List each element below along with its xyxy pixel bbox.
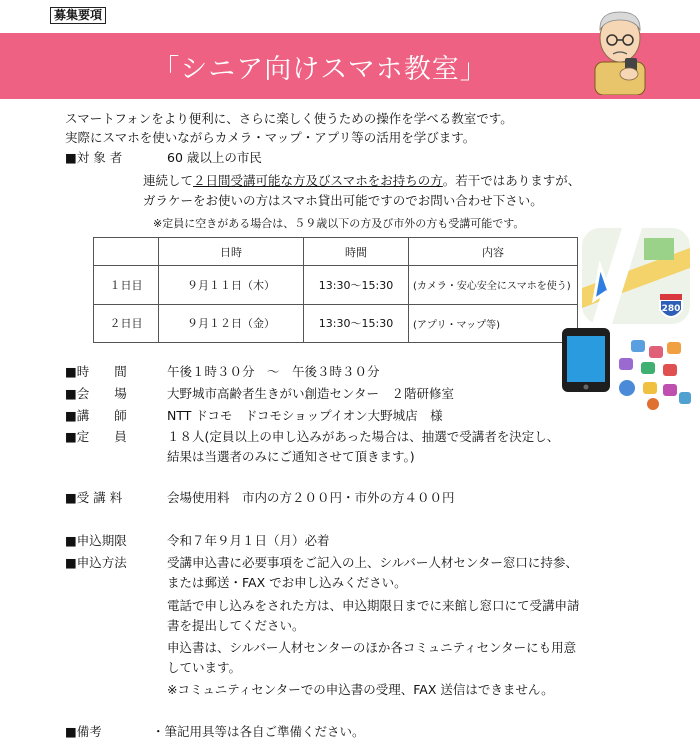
- instructor-label: ■講 師: [65, 408, 127, 423]
- map-app-icon: [582, 228, 690, 324]
- target-garakei-note: ガラケーをお使いの方はスマホ貸出可能ですのでお問い合わせ下さい。: [143, 193, 543, 208]
- method-line: 電話で申し込みをされた方は、申込期限日までに来館し窓口にて受講申請: [167, 598, 580, 613]
- header-tag: 募集要項: [50, 7, 106, 24]
- target-condition-underline: ２日間受講可能な方及びスマホをお持ちの方: [193, 173, 443, 188]
- intro-line-2: 実際にスマホを使いながらカメラ・マップ・アプリ等の活用を学びます。: [65, 130, 476, 145]
- table-row: [94, 266, 578, 305]
- venue-label: ■会 場: [65, 386, 127, 401]
- table-header: 時間: [304, 238, 409, 266]
- app-icons-cluster: [613, 340, 693, 412]
- fee-label: ■受 講 料: [65, 490, 123, 505]
- method-label: ■申込方法: [65, 555, 127, 570]
- target-condition-pre: 連続して: [143, 173, 194, 188]
- capacity-label: ■定 員: [65, 429, 127, 444]
- table-header: [94, 238, 159, 266]
- capacity-value: １８人(定員以上の申し込みがあった場合は、抽選で受講者を決定し、: [167, 429, 560, 444]
- method-line: 申込書は、シルバー人材センターのほか各コミュニティセンターにも用意: [167, 640, 577, 655]
- method-line: しています。: [167, 660, 242, 675]
- schedule-table: [93, 237, 578, 343]
- intro-line-1: スマートフォンをより便利に、さらに楽しく使うための操作を学べる教室です。: [65, 111, 513, 126]
- table-header: 内容: [409, 238, 578, 266]
- deadline-label: ■申込期限: [65, 533, 127, 548]
- remarks-value: ・筆記用具等は各自ご準備ください。: [152, 724, 365, 739]
- target-condition: [143, 173, 580, 189]
- target-condition-post: 。若干ではありますが、: [442, 173, 581, 188]
- table-cell: (カメラ・安心安全にスマホを使う): [409, 266, 578, 305]
- table-cell: １日目: [94, 266, 159, 305]
- time-label: ■時 間: [65, 364, 127, 379]
- senior-man-illustration: [585, 0, 655, 95]
- table-cell: 13:30～15:30: [304, 304, 409, 343]
- method-line: または郵送・FAX でお申し込みください。: [167, 575, 407, 590]
- table-header-row: [94, 238, 578, 266]
- instructor-value: NTT ドコモ ドコモショップイオン大野城店 様: [167, 408, 443, 423]
- table-cell: ９月１２日（金）: [159, 304, 304, 343]
- table-header: 日時: [159, 238, 304, 266]
- target-capacity-note: ※定員に空きがある場合は、５９歳以下の方及び市外の方も受講可能です。: [153, 217, 525, 230]
- capacity-note: 結果は当選者のみにご通知させて頂きます。): [167, 449, 415, 464]
- time-value: 午後１時３０分 ～ 午後３時３０分: [167, 364, 380, 379]
- deadline-value: 令和７年９月１日（月）必着: [167, 533, 330, 548]
- fee-value: 会場使用料 市内の方２００円・市外の方４００円: [167, 490, 455, 505]
- table-cell: ２日目: [94, 304, 159, 343]
- smartphone-icon: [560, 328, 614, 392]
- table-row: [94, 304, 578, 343]
- method-line: ※コミュニティセンターでの申込書の受理、FAX 送信はできません。: [167, 682, 554, 697]
- target-value: 60 歳以上の市民: [167, 150, 262, 165]
- table-cell: ９月１１日（木）: [159, 266, 304, 305]
- page-title: 「シニア向けスマホ教室」: [152, 54, 488, 85]
- target-label: ■対 象 者: [65, 150, 123, 165]
- map-sign-number: 280: [661, 304, 681, 314]
- method-line: 受講申込書に必要事項をご記入の上、シルバー人材センター窓口に持参、: [167, 555, 578, 570]
- venue-value: 大野城市高齢者生きがい創造センター ２階研修室: [167, 386, 455, 401]
- table-cell: (アプリ・マップ等): [409, 304, 578, 343]
- remarks-label: ■備考: [65, 724, 102, 739]
- table-cell: 13:30～15:30: [304, 266, 409, 305]
- method-line: 書を提出してください。: [167, 618, 305, 633]
